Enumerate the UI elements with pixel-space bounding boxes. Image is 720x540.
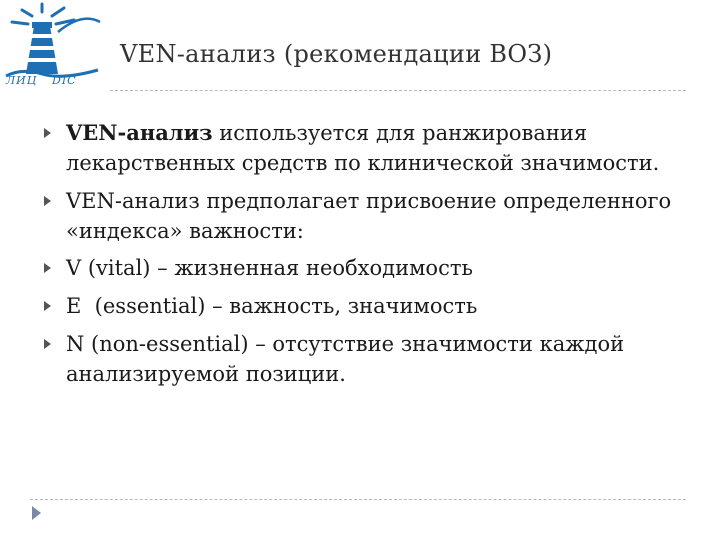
bullet-item: [40, 186, 680, 246]
bullet-text: VEN-анализ предполагает присвоение определенного «индекса» важности:: [66, 189, 672, 243]
bullet-text: N (non-essential) – отсутствие значимости каждой анализируемой позиции.: [66, 332, 625, 386]
bullet-item: [40, 118, 680, 178]
bullet-text: V (vital) – жизненная необходимость: [66, 256, 473, 280]
bullet-item: [40, 291, 680, 321]
bullet-lead: VEN-анализ: [66, 120, 213, 145]
triangle-right-icon[interactable]: [32, 506, 41, 520]
title-divider: [110, 90, 686, 91]
bullet-text: E (essential) – важность, значимость: [66, 294, 478, 318]
bullet-list: [40, 118, 680, 397]
footer-divider: [30, 499, 686, 500]
bullet-text: используется для ранжирования лекарственных средств по клинической значимости.: [66, 121, 660, 175]
triangle-bullet-icon: [44, 301, 51, 311]
triangle-bullet-icon: [44, 196, 51, 206]
logo-text-right: DIC: [52, 74, 77, 87]
triangle-bullet-icon: [44, 263, 51, 273]
slide-title: VEN-анализ (рекомендации ВОЗ): [120, 40, 553, 68]
bullet-item: [40, 253, 680, 283]
triangle-bullet-icon: [44, 128, 51, 138]
triangle-bullet-icon: [44, 339, 51, 349]
logo-text-left: ЛИЦ: [6, 74, 38, 87]
bullet-item: [40, 329, 680, 389]
